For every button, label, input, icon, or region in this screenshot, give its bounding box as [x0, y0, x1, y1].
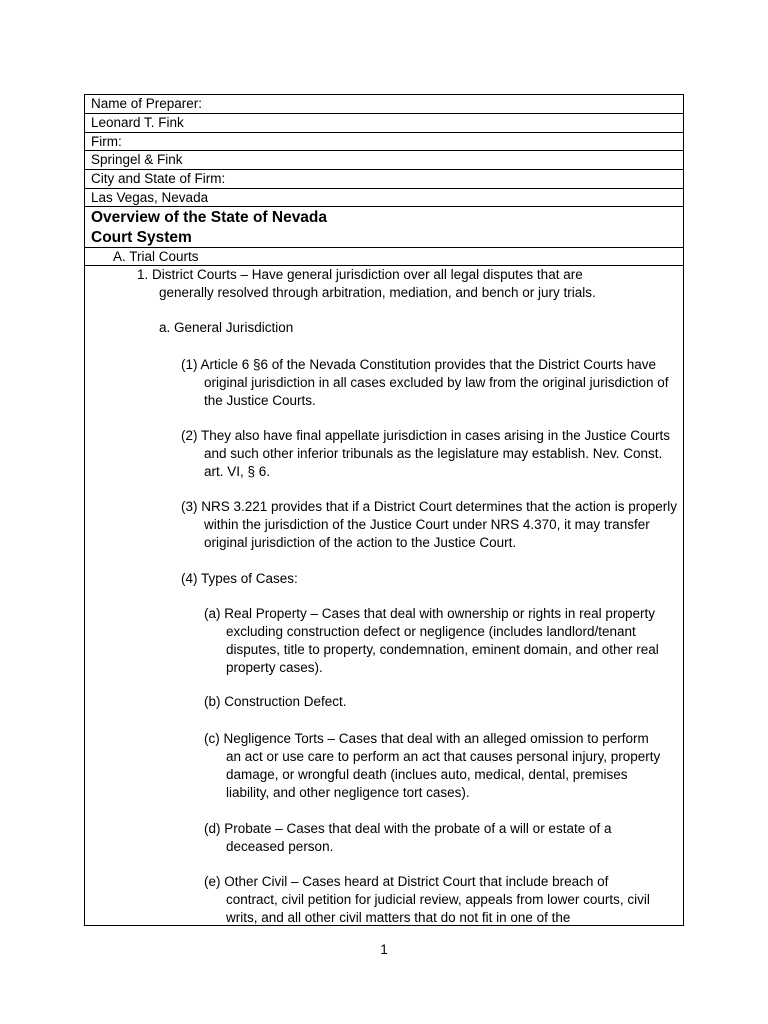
- location-label: City and State of Firm:: [85, 170, 683, 189]
- case-type-real-property: (a) Real Property – Cases that deal with ownership or rights in real property excluding construction defect or negligence (includes landlord/tenant disputes, title to property, condemnation, eminent domain, and other real property cases).: [204, 606, 659, 675]
- preparer-label: Name of Preparer:: [85, 95, 683, 114]
- heading-line-1: Overview of the State of Nevada: [91, 209, 328, 226]
- location-value: Las Vegas, Nevada: [85, 189, 683, 207]
- page-number: 1: [380, 942, 388, 957]
- firm-label: Firm:: [85, 133, 683, 151]
- document-table: [84, 94, 684, 926]
- document-body: [85, 265, 683, 925]
- sub-heading-general-jurisdiction: a. General Jurisdiction: [159, 320, 294, 335]
- section-heading: [85, 207, 683, 248]
- item-1-line-1: 1. District Courts – Have general jurisdiction over all legal disputes that are: [137, 267, 583, 282]
- jurisdiction-point-3: (3) NRS 3.221 provides that if a District Court determines that the action is properly within the jurisdiction of the Justice Court under NRS 4.370, it may transfer original jurisdiction of the action to the Justice Court.: [181, 499, 677, 550]
- case-type-other-civil: (e) Other Civil – Cases heard at District Court that include breach of contract, civil petition for judicial review, appeals from lower courts, civil writs, and all other civil matters that do not fit in one of the: [204, 874, 650, 925]
- jurisdiction-point-2: (2) They also have final appellate jurisdiction in cases arising in the Justice Courts and such other inferior tribunals as the legislature may establish. Nev. Const. art. VI, § 6.: [181, 428, 670, 479]
- case-type-construction-defect: (b) Construction Defect.: [204, 694, 347, 709]
- heading-line-2: Court System: [91, 229, 192, 246]
- jurisdiction-point-4: (4) Types of Cases:: [181, 571, 298, 586]
- section-a-trial-courts: A. Trial Courts: [85, 248, 683, 266]
- firm-value: Springel & Fink: [85, 151, 683, 170]
- item-1-line-2: generally resolved through arbitration, mediation, and bench or jury trials.: [159, 285, 596, 300]
- jurisdiction-point-1: (1) Article 6 §6 of the Nevada Constitution provides that the District Courts have original jurisdiction in all cases excluded by law from the original jurisdiction of the Justice Courts.: [181, 357, 669, 408]
- case-type-negligence-torts: (c) Negligence Torts – Cases that deal with an alleged omission to perform an act or use care to perform an act that causes personal injury, property damage, or wrongful death (inclues auto, medical, dental, premises liability, and other negligence tort cases).: [204, 731, 661, 800]
- case-type-probate: (d) Probate – Cases that deal with the probate of a will or estate of a deceased person.: [204, 821, 612, 854]
- preparer-value: Leonard T. Fink: [85, 114, 683, 133]
